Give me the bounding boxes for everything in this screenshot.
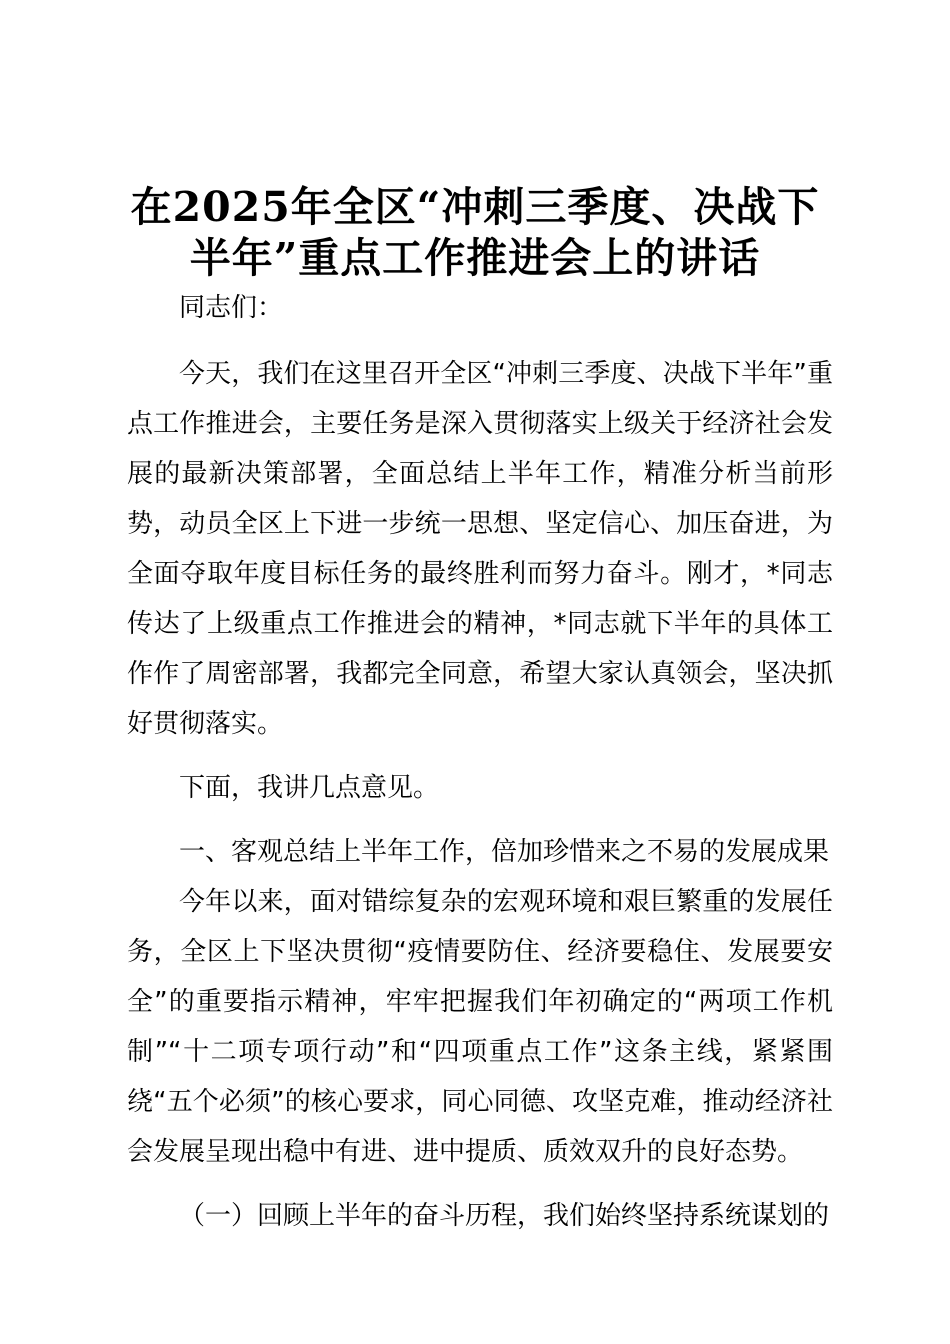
salutation: 同志们： bbox=[179, 293, 284, 323]
subsection-heading-1: （一）回顾上半年的奋斗历程，我们始终坚持系统谋划的 bbox=[179, 1201, 830, 1231]
document-title bbox=[80, 182, 870, 284]
document-body bbox=[127, 283, 833, 1241]
title-line-2: 半年”重点工作推进会上的讲话 bbox=[189, 234, 761, 282]
title-line-1: 在2025年全区“冲刺三季度、决战下 bbox=[130, 183, 820, 231]
paragraph-review: 今年以来，面对错综复杂的宏观环境和艰巨繁重的发展任务，全区上下坚决贯彻“疫情要防住、经济要稳住、发展要安全”的重要指示精神，牢牢把握我们年初确定的“两项工作机制”“十二项专项行动”和“四项重点工作”这条主线，紧紧围绕“五个必须”的核心要求，同心同德、攻坚克难，推动经济社会发展呈现出稳中有进、进中提质、质效双升的良好态势。 bbox=[127, 887, 833, 1167]
paragraph-transition: 下面，我讲几点意见。 bbox=[179, 773, 440, 803]
paragraph-opening: 今天，我们在这里召开全区“冲刺三季度、决战下半年”重点工作推进会，主要任务是深入贯彻落实上级关于经济社会发展的最新决策部署，全面总结上半年工作，精准分析当前形势，动员全区上下进一步统一思想、坚定信心、加压奋进，为全面夺取年度目标任务的最终胜利而努力奋斗。刚才，*同志传达了上级重点工作推进会的精神，*同志就下半年的具体工作作了周密部署，我都完全同意，希望大家认真领会，坚决抓好贯彻落实。 bbox=[127, 359, 833, 739]
section-heading-1: 一、客观总结上半年工作，倍加珍惜来之不易的发展成果 bbox=[179, 837, 830, 867]
